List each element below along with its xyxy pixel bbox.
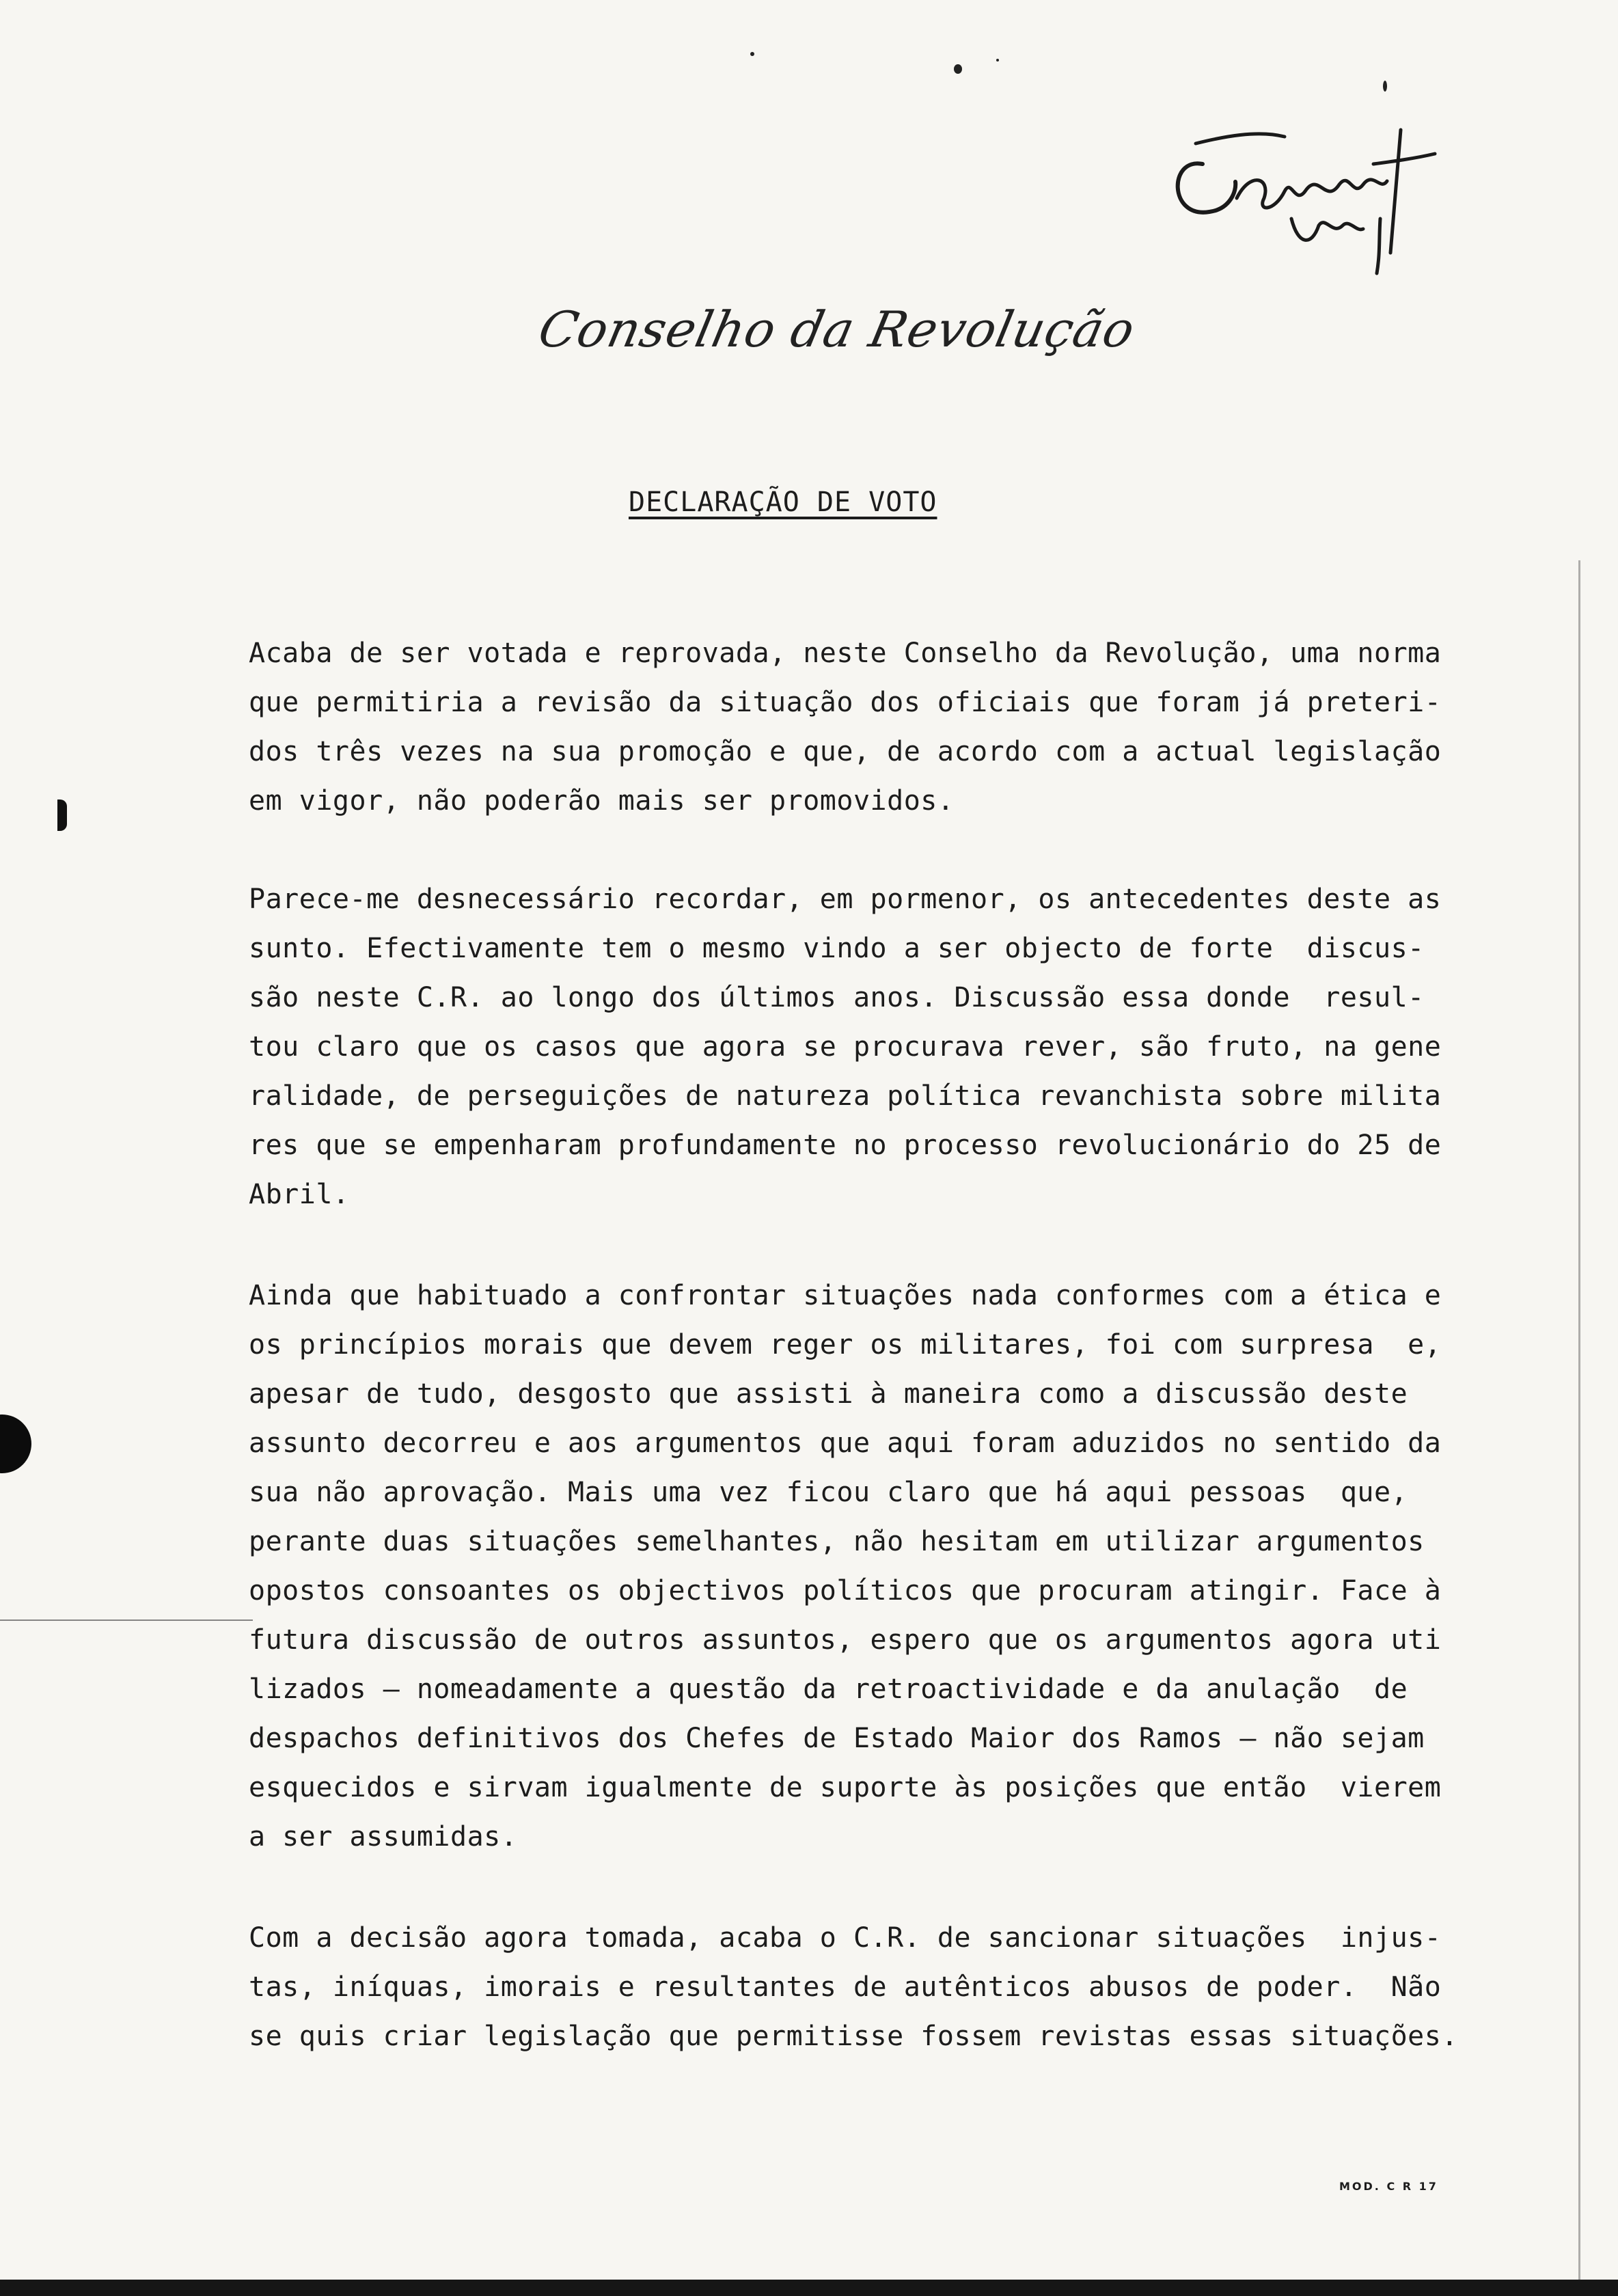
ink-speck [954,64,962,74]
fold-line [0,1620,253,1621]
paragraph-1 [249,629,1479,825]
text-line: dos três vezes na sua promoção e que, de acordo com a actual legislação [249,736,1442,767]
text-line: futura discussão de outros assuntos, espero que os argumentos agora uti [249,1624,1442,1656]
text-line: apesar de tudo, desgosto que assisti à maneira como a discussão deste [249,1378,1408,1410]
text-line: Com a decisão agora tomada, acaba o C.R. de sancionar situações injus- [249,1922,1442,1954]
text-line: lizados — nomeadamente a questão da retroactividade e da anulação de [249,1673,1408,1705]
text-line: sua não aprovação. Mais uma vez ficou claro que há aqui pessoas que, [249,1477,1408,1508]
text-line: despachos definitivos dos Chefes de Estado Maior dos Ramos — não sejam [249,1723,1425,1754]
text-line: opostos consoantes os objectivos políticos que procuram atingir. Face à [249,1575,1442,1607]
text-line: que permitiria a revisão da situação dos oficiais que foram já preteri- [249,687,1442,718]
ink-speck [1383,81,1387,92]
text-line: Parece-me desnecessário recordar, em pormenor, os antecedentes deste as [249,884,1442,915]
text-line: os princípios morais que devem reger os militares, foi com surpresa e, [249,1329,1442,1361]
paragraph-3 [249,1271,1479,1861]
punch-hole [0,1414,31,1473]
document-title: DECLARAÇÃO DE VOTO [629,487,937,518]
scan-border [0,2280,1618,2296]
letterhead: Conselho da Revolução [534,301,1140,358]
text-line: em vigor, não poderão mais ser promovidos. [249,785,955,817]
form-code: MOD. C R 17 [1339,2180,1438,2193]
text-line: esquecidos e sirvam igualmente de suporte às posições que então vierem [249,1772,1442,1803]
ink-speck [750,52,754,56]
text-line: tou claro que os casos que agora se procurava rever, são fruto, na gene [249,1031,1442,1063]
ink-speck [996,59,999,62]
text-line: Abril. [249,1179,350,1210]
handwritten-signature-icon [1155,116,1455,294]
text-line: Acaba de ser votada e reprovada, neste Conselho da Revolução, uma norma [249,638,1442,669]
text-line: perante duas situações semelhantes, não hesitam em utilizar argumentos [249,1526,1425,1557]
text-line: sunto. Efectivamente tem o mesmo vindo a ser objecto de forte discus- [249,933,1425,964]
paragraph-2 [249,875,1479,1219]
text-line: Ainda que habituado a confrontar situações nada conformes com a ética e [249,1280,1442,1311]
text-line: a ser assumidas. [249,1821,518,1853]
paragraph-4 [249,1913,1479,2061]
page-edge [1578,560,1580,2282]
text-line: tas, iníquas, imorais e resultantes de autênticos abusos de poder. Não [249,1971,1442,2003]
text-line: assunto decorreu e aos argumentos que aqui foram aduzidos no sentido da [249,1427,1442,1459]
text-line: são neste C.R. ao longo dos últimos anos. Discussão essa donde resul- [249,982,1425,1013]
text-line: ralidade, de perseguições de natureza política revanchista sobre milita [249,1080,1442,1112]
text-line: res que se empenharam profundamente no processo revolucionário do 25 de [249,1130,1442,1161]
handwritten-annotation [1155,116,1455,294]
margin-mark [57,800,67,831]
text-line: se quis criar legislação que permitisse fossem revistas essas situações. [249,2021,1458,2052]
